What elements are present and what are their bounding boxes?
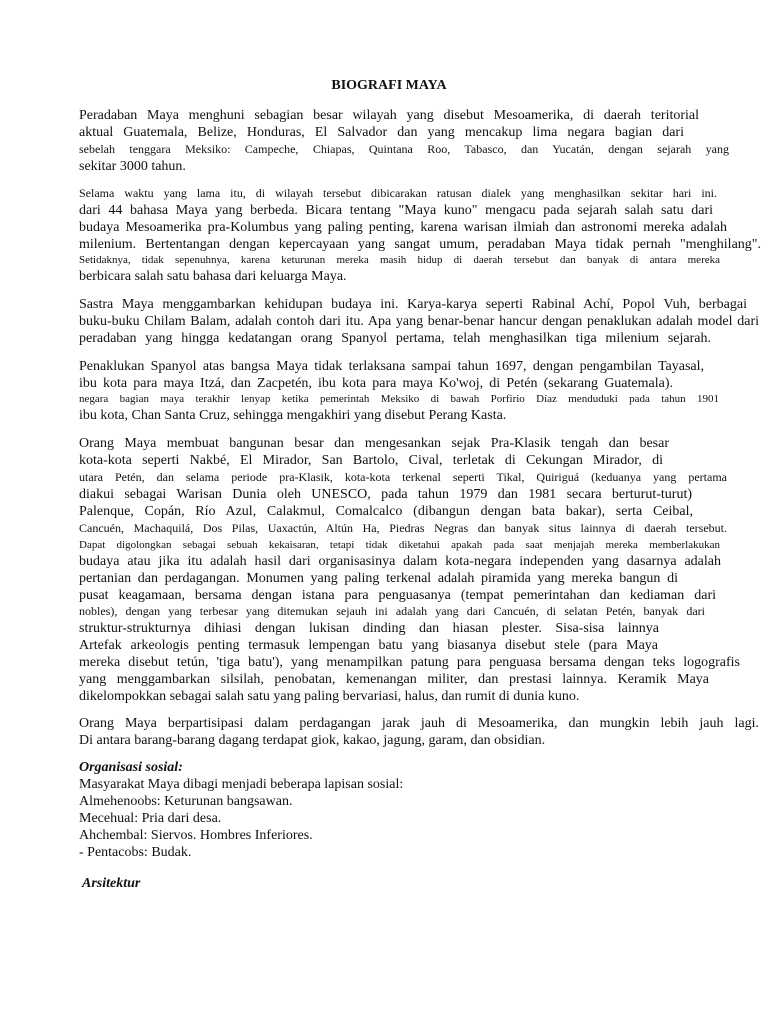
document-title: BIOGRAFI MAYA — [331, 78, 447, 93]
p3-line-3: peradaban yang hingga kedatangan orang Spanyol pertama, telah menghasilkan tiga milenium sejarah. — [79, 331, 711, 346]
p1-line-4: sekitar 3000 tahun. — [79, 159, 186, 174]
p5-line-2: kota-kota seperti Nakbé, El Mirador, San Bartolo, Cival, terletak di Cekungan Mirador, di — [79, 453, 663, 468]
p5-line-16: dikelompokkan sebagai salah satu yang paling bervariasi, halus, dan rumit di dunia kuno. — [79, 689, 580, 704]
p5-line-12: struktur-strukturnya dihiasi dengan lukisan dinding dan hiasan plester. Sisa-sisa lainnya — [79, 621, 659, 636]
p5-line-15: yang menggambarkan silsilah, penobatan, kemenangan militer, dan prestasi lainnya. Keramik Maya — [79, 672, 709, 687]
org-heading: Organisasi sosial: — [79, 760, 183, 775]
org-line-1: Masyarakat Maya dibagi menjadi beberapa lapisan sosial: — [79, 777, 404, 792]
p2-line-6: berbicara salah satu bahasa dari keluarga Maya. — [79, 269, 347, 284]
p1-line-1: Peradaban Maya menghuni sebagian besar wilayah yang disebut Mesoamerika, di daerah teritorial — [79, 108, 699, 123]
p5-line-4: diakui sebagai Warisan Dunia oleh UNESCO, pada tahun 1979 dan 1981 secara berturut-turut) — [79, 487, 692, 502]
p4-line-1: Penaklukan Spanyol atas bangsa Maya tidak terlaksana sampai tahun 1697, dengan pengambilan Tayasal, — [79, 359, 704, 374]
p2-line-4: milenium. Bertentangan dengan kepercayaan yang sangat umum, peradaban Maya tidak pernah "menghilang". — [79, 237, 761, 252]
p5-line-6: Cancuén, Machaquilá, Dos Pilas, Uaxactún, Altún Ha, Piedras Negras dan banyak situs lainnya di daerah tersebut. — [79, 521, 727, 535]
p5-line-11: nobles), dengan yang terbesar yang ditemukan sejauh ini adalah yang dari Cancuén, di selatan Petén, banyak dari — [79, 604, 705, 618]
p5-line-10: pusat keagamaan, bersama dengan istana para penguasanya (tempat pemerintahan dan kediaman dari — [79, 588, 716, 603]
p4-line-2: ibu kota para maya Itzá, dan Zacpetén, ibu kota para maya Ko'woj, di Petén (sekarang Guatemala). — [79, 376, 673, 391]
org-line-4: Ahchembal: Siervos. Hombres Inferiores. — [79, 828, 313, 843]
p5-line-13: Artefak arkeologis penting termasuk lempengan batu yang biasanya disebut stele (para Maya — [79, 638, 658, 653]
org-line-2: Almehenoobs: Keturunan bangsawan. — [79, 794, 293, 809]
p4-line-4: ibu kota, Chan Santa Cruz, sehingga mengakhiri yang disebut Perang Kasta. — [79, 408, 507, 423]
p3-line-2: buku-buku Chilam Balam, adalah contoh dari itu. Apa yang benar-benar hancur dengan penaklukan adalah model dari — [79, 314, 759, 329]
p2-line-2: dari 44 bahasa Maya yang berbeda. Bicara tentang "Maya kuno" mengacu pada sejarah salah satu dari — [79, 203, 713, 218]
p4-line-3: negara bagian maya terakhir lenyap ketika pemerintah Meksiko di bawah Porfirio Díaz menduduki pada tahun 1901 — [79, 393, 719, 405]
p1-line-2: aktual Guatemala, Belize, Honduras, El Salvador dan yang mencakup lima negara bagian dari — [79, 125, 684, 140]
p5-line-3: utara Petén, dan selama periode pra-Klasik, kota-kota terkenal seperti Tikal, Quiriguá (keduanya yang pertama — [79, 470, 727, 484]
p3-line-1: Sastra Maya menggambarkan kehidupan budaya ini. Karya-karya seperti Rabinal Achí, Popol Vuh, berbagai — [79, 297, 747, 312]
p6-line-1: Orang Maya berpartisipasi dalam perdagangan jarak jauh di Mesoamerika, dan mungkin lebih jauh lagi. — [79, 716, 759, 731]
p5-line-7: Dapat digolongkan sebagai sebuah kekaisaran, tetapi tidak diketahui apakah pada saat menjajah mereka memberlakukan — [79, 539, 720, 551]
org-line-5: - Pentacobs: Budak. — [79, 845, 192, 860]
p5-line-14: mereka disebut tetún, 'tiga batu'), yang menampilkan patung para penguasa bersama dengan teks logografis — [79, 655, 740, 670]
p5-line-5: Palenque, Copán, Río Azul, Calakmul, Comalcalco (dibangun dengan bata bakar), serta Ceibal, — [79, 504, 693, 519]
p5-line-8: budaya atau jika itu adalah hasil dari organisasinya dalam kota-negara independen yang dasarnya adalah — [79, 554, 721, 569]
p2-line-1: Selama waktu yang lama itu, di wilayah tersebut dibicarakan ratusan dialek yang menghasilkan sekitar hari ini. — [79, 186, 717, 200]
p5-line-1: Orang Maya membuat bangunan besar dan mengesankan sejak Pra-Klasik tengah dan besar — [79, 436, 669, 451]
arch-heading: Arsitektur — [82, 876, 141, 891]
p2-line-5: Setidaknya, tidak sepenuhnya, karena keturunan mereka masih hidup di daerah tersebut dan banyak di antara mereka — [79, 254, 720, 266]
p5-line-9: pertanian dan perdagangan. Monumen yang paling terkenal adalah piramida yang mereka bangun di — [79, 571, 678, 586]
p6-line-2: Di antara barang-barang dagang terdapat giok, kakao, jagung, garam, dan obsidian. — [79, 733, 546, 748]
p2-line-3: budaya Mesoamerika pra-Kolumbus yang paling penting, karena warisan ilmiah dan astronomi mereka adalah — [79, 220, 727, 235]
p1-line-3: sebelah tenggara Meksiko: Campeche, Chiapas, Quintana Roo, Tabasco, dan Yucatán, dengan sejarah yang — [79, 142, 729, 156]
org-line-3: Mecehual: Pria dari desa. — [79, 811, 222, 826]
